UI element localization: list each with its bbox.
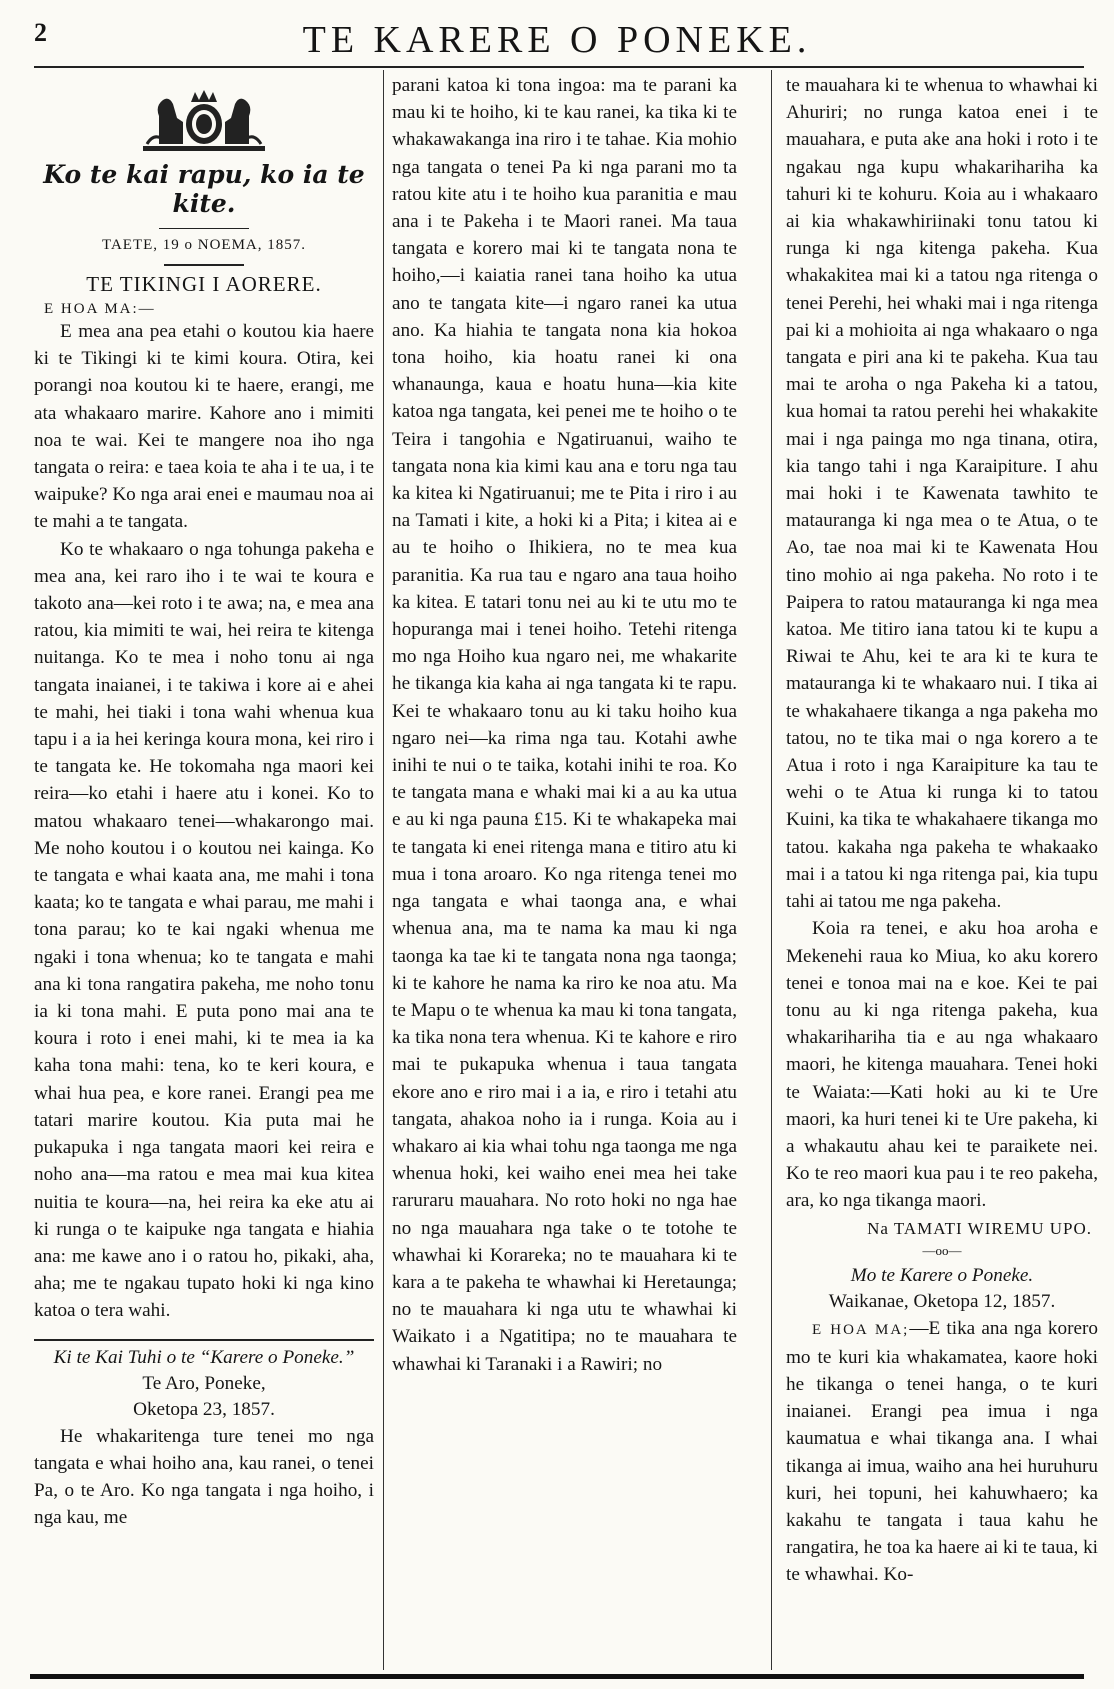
- separator: —oo—: [922, 1242, 962, 1258]
- letter2-date: Oketopa 23, 1857.: [133, 1398, 275, 1420]
- heading-rule: [164, 264, 244, 266]
- letter2-addressee: Ki te Kai Tuhi o te “Karere o Poneke.”: [53, 1346, 355, 1368]
- royal-crest-icon: [139, 88, 269, 154]
- masthead: TE KARERE O PONEKE.: [302, 19, 812, 61]
- letter3-salutation: E HOA MA;: [812, 1321, 910, 1338]
- letter2-place: Te Aro, Poneke,: [142, 1372, 266, 1394]
- column-1: [34, 72, 374, 1668]
- dateline: TAETE, 19 o NOEMA, 1857.: [101, 237, 307, 253]
- column-3: [786, 72, 1098, 1668]
- motto-rule: [159, 228, 249, 229]
- section-rule: [34, 1339, 374, 1341]
- bottom-rule: [30, 1674, 1084, 1679]
- page-number: 2: [34, 18, 47, 47]
- column-3-text: te mauahara ki te whenua to whawhai ki Ahuriri; no runga katoa enei i te mauahara, e puta ake ana hoki i roto i te ngakau nga kupu whakarihariha ka tahuri ki te kohuru. Koia au i whakaaro ai kia whakawhiriinaki tonu tatou ki runga ki nga kitenga pakeha. Kua whakakitea mai ki a tatou nga ritenga o tenei Perehi, hei whaki mai i nga ritenga pai ki a mohioita ai nga whakaaro o nga tangata e piri ana ki te pakeha. Kua tau mai te aroha o nga Pakeha ki a tatou, kua homai ta ratou perehi hei whakakite mai i nga painga mo nga tinana, otira, kia tango tahi i nga Karaipiture. I ahu mai hoki i te Kawenata tawhito te matauranga ki nga mea o te Atua, o te Ao, tae noa mai ki te Kawenata Hou tino mohio ai nga pakeha. No roto i te Paipera to ratou matauranga ki nga mea katoa. Me titiro iana tatou ki te kupu a Riwai te Ahu, kei te ara ki te kura te matauranga ki te whakaaro nui. I tika ai te whakahaere tikanga a nga pakeha mo tatou, no te tika mai o nga korero a te Atua i roto i nga Karaipiture ka tau te wehi o te Atua ki runga ki to tatou Kuini, ka tika te whakahaere tikanga mo tatou. kakaha nga pakeha te whakaako mai i a tatou ki nga ritenga pai, kia tupu tahi ai tatou me nga pakeha.: [786, 75, 1098, 913]
- salutation: E HOA MA:—: [44, 301, 156, 317]
- column-2-text: parani katoa ki tona ingoa: ma te parani ka mau ki te hoiho, ki te kau ranei, ka tika ki te whakawakanga ina riro i te tahae. Kia mohio nga tangata o tenei Pa ki nga parani mo ta ratou kite atu i te hoiho kua paranitia e mau ana i te Pakeha i te Maori ranei. Ma taua tangata e korero mai ki te tangata nona te hoiho,—i kaiatia ranei tana hoiho ka utua ano te tangata kite—i ngaro ranei ka utua ano. Ka hiahia te tangata nona kia hokoa tona hoiho, kia hoatu ranei ki ona whanaunga, kaua e hoatu huna—kia kite katoa nga tangata, kei penei me te hoiho o te Teira i tangohia e Ngatiruanui, waiho te tangata nona kia kimi kau ana e toru nga tau ka kitea ki Ngatiruanui; me te Pita i riro i au na Tamati i kite, a hoki ki a Pita; i kitea ai e au te hoiho o Ihikiera, no te mea kua paranitia. Ka rua tau e ngaro ana taua hoiho ka kitea. E tatari tonu nei au ki te utu mo te hopuranga mai i tenei hoiho. Tetehi ritenga mo nga Hoiho kua ngaro nei, me whakarite he tikanga kia kaha ai nga tangata ki te rapu. Kei te whakaaro tonu au ki taku hoiho kua ngaro nei—ka rima nga tau. Kotahi awhe inihi te nui o te taika, kotahi inihi te roa. Ko te tangata mana e whaki mai ki a au ka utua e au ki nga pauna £15. Ki te whakapeka mai te tangata ki enei ritenga mana e titiro atu ki mua i tona aroaro. Ko nga ritenga tenei mo nga tangata e whai taonga ana, e whai whenua ana, ma te nama ka mau ki nga taonga ka tae ki te tangata nona nga taonga; ki te kahore he nama ka riro ke noa atu. Ma te Mapu o te whenua ka mau ki tona tangata, ka tika nona tera whenua. Ki te kahore e riro mai te pukapuka whenua i taua tangata ekore ano e riro mai i a ia, e riro i tetahi atu tangata, ahakoa noho ia i runga. Koia au i whakaro ai kia whai tohu nga taonga me nga whenua hoki, kei waiho enei mea hei take raruraru mauahara. No roto hoki no nga hae no nga mauahara nga take o te totohe te whawhai ki Korareka; no te mauahara ki te kara a te pakeha te whawhai ki Heretaunga; no te mauahara ki nga utu te whawhai ki Waikato i a Ngatitipa; no te mauahara te whawhai ki Taranaki i a Rawiri; no: [392, 75, 737, 1375]
- article-paragraph-2: Ko te whakaaro o nga tohunga pakeha e mea ana, kei raro iho i te wai te koura e takoto ana—kei roto i te awa; na, e mea ana ratou, kia mimiti te wai, hei reira te kitenga nuitanga. Ko te mea i noho tonu ai nga tangata inaianei, i te takiwa i kore ai e ahei te mahi, hei tiaki i tona wahi whenua kua tapu i a ia hei keringa koura mona, kei riro i te tangata ke. He tokomaha nga maori kei reira—ko etahi i haere atu i konei. Ko to matou whakaaro tenei—whakarongo mai. Me noho koutou i o koutou nei kainga. Ko te tangata e whai kaata ana, me mahi i tona kaata; ko te tangata e whai parau, me mahi i tona parau; ko te kai ngaki whenua me ngaki i tona whenua; ko te tangata e mahi ana ki tona rangatira pakeha, me noho tonu ia ki tona mahi. E puta pono mai ana te koura i roto i enei mahi, ki te mea ia ka kaha tona mahi: tena, ko te keri koura, e whai hua pea, e kore ranei. Erangi pea me tatari marire koutou. Kia puta mai he pukapuka i nga tangata maori kei reira e noho ana—ma ratou e mea mai kua kitea nuitia te koura—na, hei reira ka eke atu ai ki runga o te kaipuke nga tangata e hiahia ana: me kawe ano i o ratou ho, pikaki, aha, aha; me te ngakau tupato hoki ki nga kino katoa o tera wahi.: [34, 538, 374, 1322]
- column-2: [392, 72, 737, 1668]
- column-3-closing: Koia ra tenei, e aku hoa aroha e Mekenehi raua ko Miua, ko aku korero tenei e tonoa mai na e koe. Kei te pai tonu au ki nga ritenga pakeha, kua whakarihariha tia e au nga whakaaro maori, he kitenga mauahara. Tenei hoki te Waiata:—Kati hoki au ki te Ure maori, ka huri tenei ki te Ure pakeha, ki a whakautu ahau kei te paraikete nei. Ko te reo maori kua pau i te reo pakeha, ara, ko nga tikanga maori.: [786, 918, 1098, 1212]
- letter3-text: [786, 1315, 1098, 1589]
- article-paragraph-1: E mea ana pea etahi o koutou kia haere ki te Tikingi ki te kimi koura. Otira, kei porangi noa koutou ki te haere, erangi, me ata whakaaro marire. Kahore ano i mimiti noa te wai. Kei te mangere noa iho nga tangata o reira: e taea koia te aha i te ua, i te waipuke? Ko nga arai enei e maumau noa ai te mahi a te tangata.: [34, 321, 374, 533]
- article-heading: TE TIKINGI I AORERE.: [86, 272, 322, 296]
- motto: Ko te kai rapu, ko ia te kite.: [43, 160, 365, 218]
- column-rule-1: [383, 70, 384, 1670]
- letter2-text: He whakaritenga ture tenei mo nga tangata e whai hoiho ana, kau ranei, o tenei Pa, o te Aro. Ko nga tangata i nga hoiho, i nga kau, me: [34, 1425, 374, 1529]
- signature: Na TAMATI WIREMU UPO.: [867, 1218, 1092, 1238]
- column-rule-2: [771, 70, 772, 1670]
- letter3-addressee: Mo te Karere o Poneke.: [850, 1264, 1034, 1286]
- top-rule: [34, 66, 1084, 68]
- letter3-place-date: Waikanae, Oketopa 12, 1857.: [828, 1290, 1056, 1312]
- letter3-body: —E tika ana nga korero mo te kuri kia whakamatea, kaore hoki he tikanga o tenei hanga, o te kuri inaianei. Erangi pea imua i nga kaumatua e whai tikanga ana. I whai tikanga ai imua, waiho ana hei huruhuru kuri, hei topuni, hei kahuwhaero; ka kakahu te tangata i taua kahu he rangatira, he toa ka haere ai ki te taua, ki te whawhai. Ko-: [786, 1317, 1098, 1586]
